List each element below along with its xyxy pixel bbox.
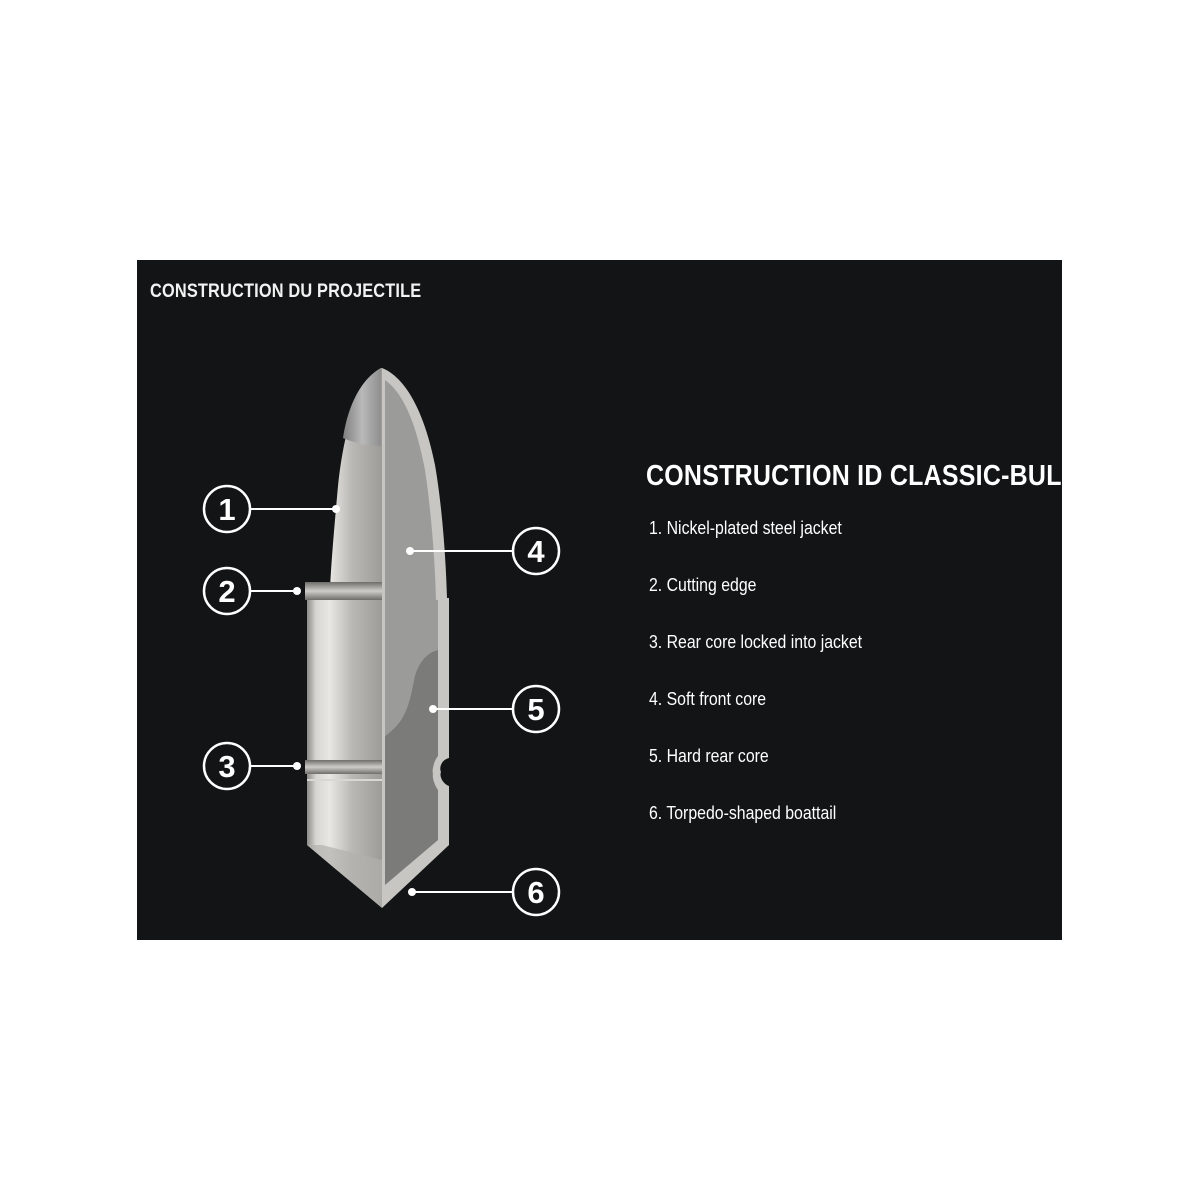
legend-list xyxy=(646,518,1185,860)
legend xyxy=(646,460,1185,860)
legend-item-5: 5. Hard rear core xyxy=(649,746,769,766)
bullet-tip xyxy=(343,368,381,446)
callout-5-label: 5 xyxy=(527,692,545,727)
bullet-jacket xyxy=(307,368,382,908)
rear-lock-groove xyxy=(305,760,383,774)
callout-6-label: 6 xyxy=(527,875,545,910)
panel-title: CONSTRUCTION DU PROJECTILE xyxy=(150,281,422,302)
legend-item-6: 6. Torpedo-shaped boattail xyxy=(649,803,837,823)
legend-item-1: 1. Nickel-plated steel jacket xyxy=(649,518,842,538)
legend-item-4: 4. Soft front core xyxy=(649,689,767,709)
legend-title: CONSTRUCTION ID CLASSIC-BULLET xyxy=(646,460,1110,492)
legend-item-2: 2. Cutting edge xyxy=(649,575,757,595)
cutting-edge-groove xyxy=(305,582,383,600)
callout-6 xyxy=(408,869,559,915)
callout-2 xyxy=(204,568,301,614)
callout-3 xyxy=(204,743,301,789)
callout-1 xyxy=(204,486,340,532)
callout-1-label: 1 xyxy=(218,492,236,527)
legend-item-3: 3. Rear core locked into jacket xyxy=(649,632,863,652)
callout-3-label: 3 xyxy=(218,749,236,784)
callout-4-label: 4 xyxy=(527,534,545,569)
diagram-panel xyxy=(137,260,1110,940)
callout-2-label: 2 xyxy=(218,574,236,609)
